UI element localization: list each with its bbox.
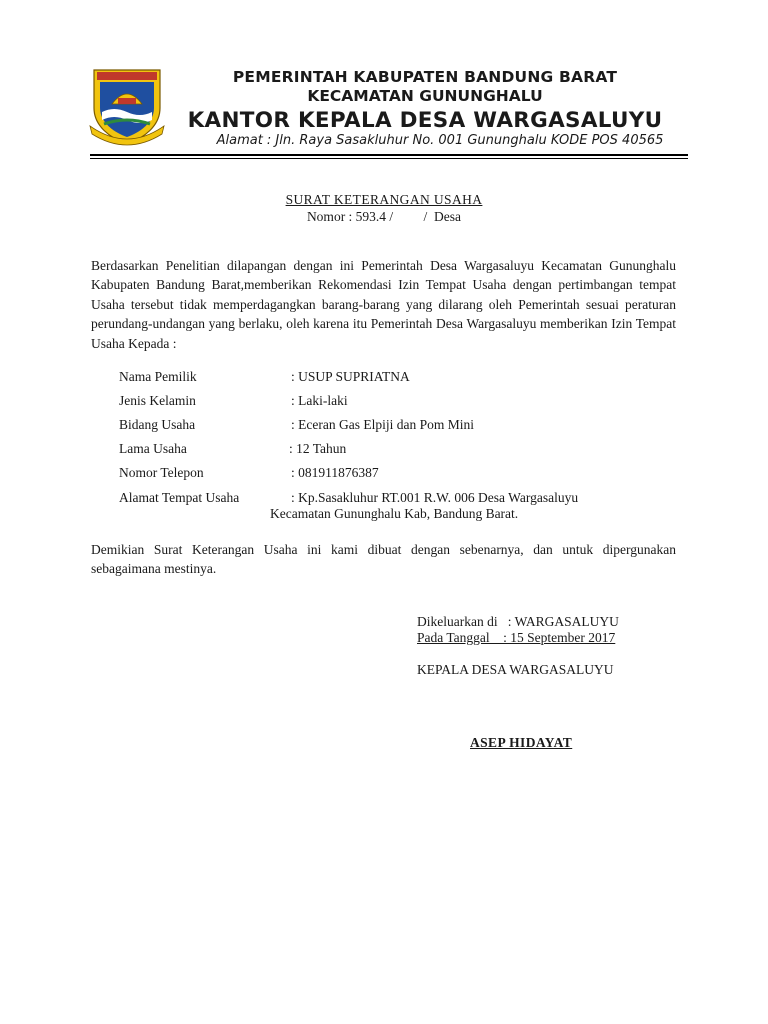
letterhead-divider-thick bbox=[90, 154, 688, 156]
regency-emblem-logo bbox=[88, 64, 166, 146]
detail-label-owner: Nama Pemilik bbox=[119, 369, 197, 384]
letterhead-government-line: PEMERINTAH KABUPATEN BANDUNG BARAT bbox=[232, 68, 618, 86]
issued-date: Pada Tanggal : 15 September 2017 bbox=[417, 630, 616, 645]
letterhead-office-line: KANTOR KEPALA DESA WARGASALUYU bbox=[187, 108, 663, 133]
document-number: Nomor : 593.4 / / Desa bbox=[306, 209, 462, 224]
closing-paragraph: Demikian Surat Keterangan Usaha ini kami dibuat dengan sebenarnya, dan untuk dipergunakan sebagaimana mestinya. bbox=[91, 542, 676, 577]
document-title: SURAT KETERANGAN USAHA bbox=[285, 192, 483, 207]
letterhead-address: Alamat : Jln. Raya Sasakluhur No. 001 Gununghalu KODE POS 40565 bbox=[216, 133, 664, 148]
detail-value-phone: : 081911876387 bbox=[291, 465, 379, 480]
letterhead-divider-thin bbox=[90, 158, 688, 159]
detail-label-phone: Nomor Telepon bbox=[119, 465, 204, 480]
detail-label-gender: Jenis Kelamin bbox=[119, 393, 196, 408]
detail-value-gender: : Laki-laki bbox=[291, 393, 348, 408]
signatory-position: KEPALA DESA WARGASALUYU bbox=[417, 662, 614, 677]
detail-label-business-duration: Lama Usaha bbox=[119, 441, 187, 456]
detail-value-owner: : USUP SUPRIATNA bbox=[291, 369, 410, 384]
letterhead-subdistrict-line: KECAMATAN GUNUNGHALU bbox=[307, 87, 543, 105]
body-paragraph: Berdasarkan Penelitian dilapangan dengan ini Pemerintah Desa Wargasaluyu Kecamatan Gununghalu Kabupaten Bandung Barat,memberikan Rekomendasi Izin Tempat Usaha dengan pertimbangan tempat Usaha tersebut tidak memperdagangkan barang-barang yang dilarang oleh Pemerintah sesuai peraturan perundang-undangan yang berlaku, oleh karena itu Pemerintah Desa Wargasaluyu memberikan Izin Tempat Usaha Kepada : bbox=[91, 258, 676, 351]
issued-place: Dikeluarkan di : WARGASALUYU bbox=[417, 614, 619, 629]
detail-value-business-address-line2: Kecamatan Gununghalu Kab, Bandung Barat. bbox=[270, 506, 519, 521]
detail-label-business-field: Bidang Usaha bbox=[119, 417, 196, 432]
detail-value-business-duration: : 12 Tahun bbox=[289, 441, 347, 456]
detail-value-business-address: : Kp.Sasakluhur RT.001 R.W. 006 Desa Wargasaluyu bbox=[291, 490, 579, 505]
signatory-name: ASEP HIDAYAT bbox=[470, 735, 573, 750]
detail-label-business-address: Alamat Tempat Usaha bbox=[119, 490, 240, 505]
detail-value-business-field: : Eceran Gas Elpiji dan Pom Mini bbox=[291, 417, 474, 432]
